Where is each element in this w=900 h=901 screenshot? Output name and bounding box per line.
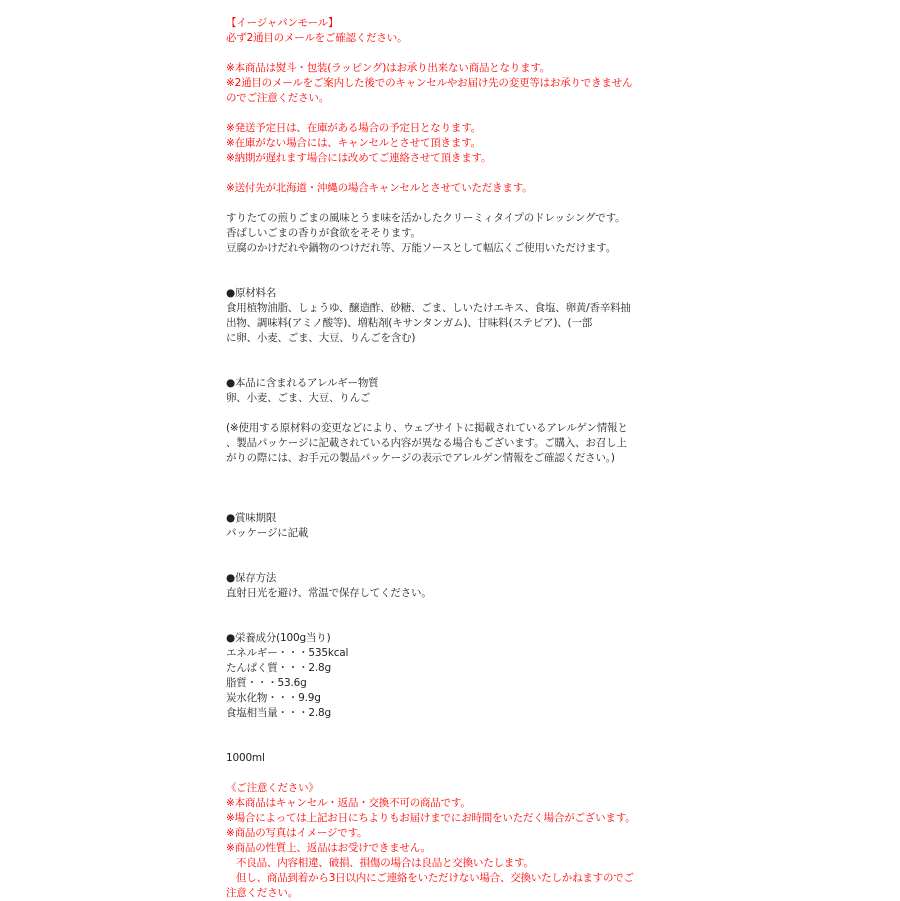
section-heading: ●賞味期限	[226, 512, 277, 524]
allergen-note-line: (※使用する原材料の変更などにより、ウェブサイトに掲載されているアレルゲン情報と	[226, 422, 628, 434]
top-notice	[226, 16, 666, 196]
storage-value: 直射日光を避け、常温で保存してください。	[226, 587, 432, 599]
notice-line: のでご注意ください。	[226, 92, 329, 104]
ingredients-line: に卵、小麦、ごま、大豆、りんごを含む)	[226, 332, 416, 344]
notice-line: ※在庫がない場合には、キャンセルとさせて頂きます。	[226, 137, 481, 149]
shop-name: 【イージャパンモール】	[226, 17, 339, 29]
allergen-note-line: がりの際には、お手元の製品パッケージの表示でアレルゲン情報をご確認ください。)	[226, 452, 615, 464]
volume: 1000ml	[226, 752, 265, 764]
nutrition-row: エネルギー・・・535kcal	[226, 647, 349, 659]
nutrition-row: たんぱく質・・・2.8g	[226, 662, 331, 674]
description-line: 豆腐のかけだれや鍋物のつけだれ等、万能ソースとして幅広くご使用いただけます。	[226, 242, 617, 254]
caution-line: ※商品の性質上、返品はお受けできません。	[226, 842, 431, 854]
caution-line: ※商品の写真はイメージです。	[226, 827, 368, 839]
best-before-value: パッケージに記載	[226, 527, 309, 539]
allergens-section	[226, 376, 666, 466]
description-line: 香ばしいごまの香りが食欲をそそります。	[226, 227, 421, 239]
best-before-section	[226, 511, 666, 541]
notice-line: ※2通目のメールをご案内した後でのキャンセルやお届け先の変更等はお承りできません	[226, 77, 633, 89]
section-heading: ●栄養成分(100g当り)	[226, 632, 331, 644]
notice-line: ※送付先が北海道・沖縄の場合キャンセルとさせていただきます。	[226, 182, 533, 194]
notice-line: ※発送予定日は、在庫がある場合の予定日となります。	[226, 122, 481, 134]
allergens-line: 卵、小麦、ごま、大豆、りんご	[226, 392, 371, 404]
caution-line-indented: 不良品、内容相違、破損、損傷の場合は良品と交換いたします。	[236, 857, 534, 869]
nutrition-section	[226, 631, 666, 721]
caution-section	[226, 781, 666, 901]
caution-line: ※本商品はキャンセル・返品・交換不可の商品です。	[226, 797, 471, 809]
description-line: すりたての煎りごまの風味とうま味を活かしたクリーミィタイプのドレッシングです。	[226, 212, 626, 224]
section-heading: ●保存方法	[226, 572, 277, 584]
ingredients-line: 出物、調味料(アミノ酸等)、増粘剤(キサンタンガム)、甘味料(ステビア)、(一部	[226, 317, 593, 329]
allergen-note-line: 、製品パッケージに記載されている内容が異なる場合もございます。ご購入、お召し上	[226, 437, 627, 449]
ingredients-line: 食用植物油脂、しょうゆ、醸造酢、砂糖、ごま、しいたけエキス、食塩、卵黄/香辛料抽	[226, 302, 631, 314]
caution-line: 注意ください。	[226, 887, 299, 899]
nutrition-row: 食塩相当量・・・2.8g	[226, 707, 331, 719]
storage-section	[226, 571, 666, 601]
nutrition-row: 脂質・・・53.6g	[226, 677, 307, 689]
section-heading: ●原材料名	[226, 287, 277, 299]
notice-line: ※納期が遅れます場合には改めてご連絡させて頂きます。	[226, 152, 492, 164]
product-description	[226, 16, 666, 901]
description	[226, 211, 666, 256]
notice-line: 必ず2通目のメールをご確認ください。	[226, 32, 408, 44]
nutrition-row: 炭水化物・・・9.9g	[226, 692, 321, 704]
caution-line: ※場合によっては上記お日にちよりもお届けまでにお時間をいただく場合がございます。	[226, 812, 636, 824]
caution-heading: 《ご注意ください》	[226, 782, 319, 794]
notice-line: ※本商品は熨斗・包装(ラッピング)はお承り出来ない商品となります。	[226, 62, 551, 74]
caution-line-indented: 但し、商品到着から3日以内にご連絡をいただけない場合、交換いたしかねますのでご	[236, 872, 634, 884]
section-heading: ●本品に含まれるアレルギー物質	[226, 377, 379, 389]
ingredients-section	[226, 286, 666, 346]
